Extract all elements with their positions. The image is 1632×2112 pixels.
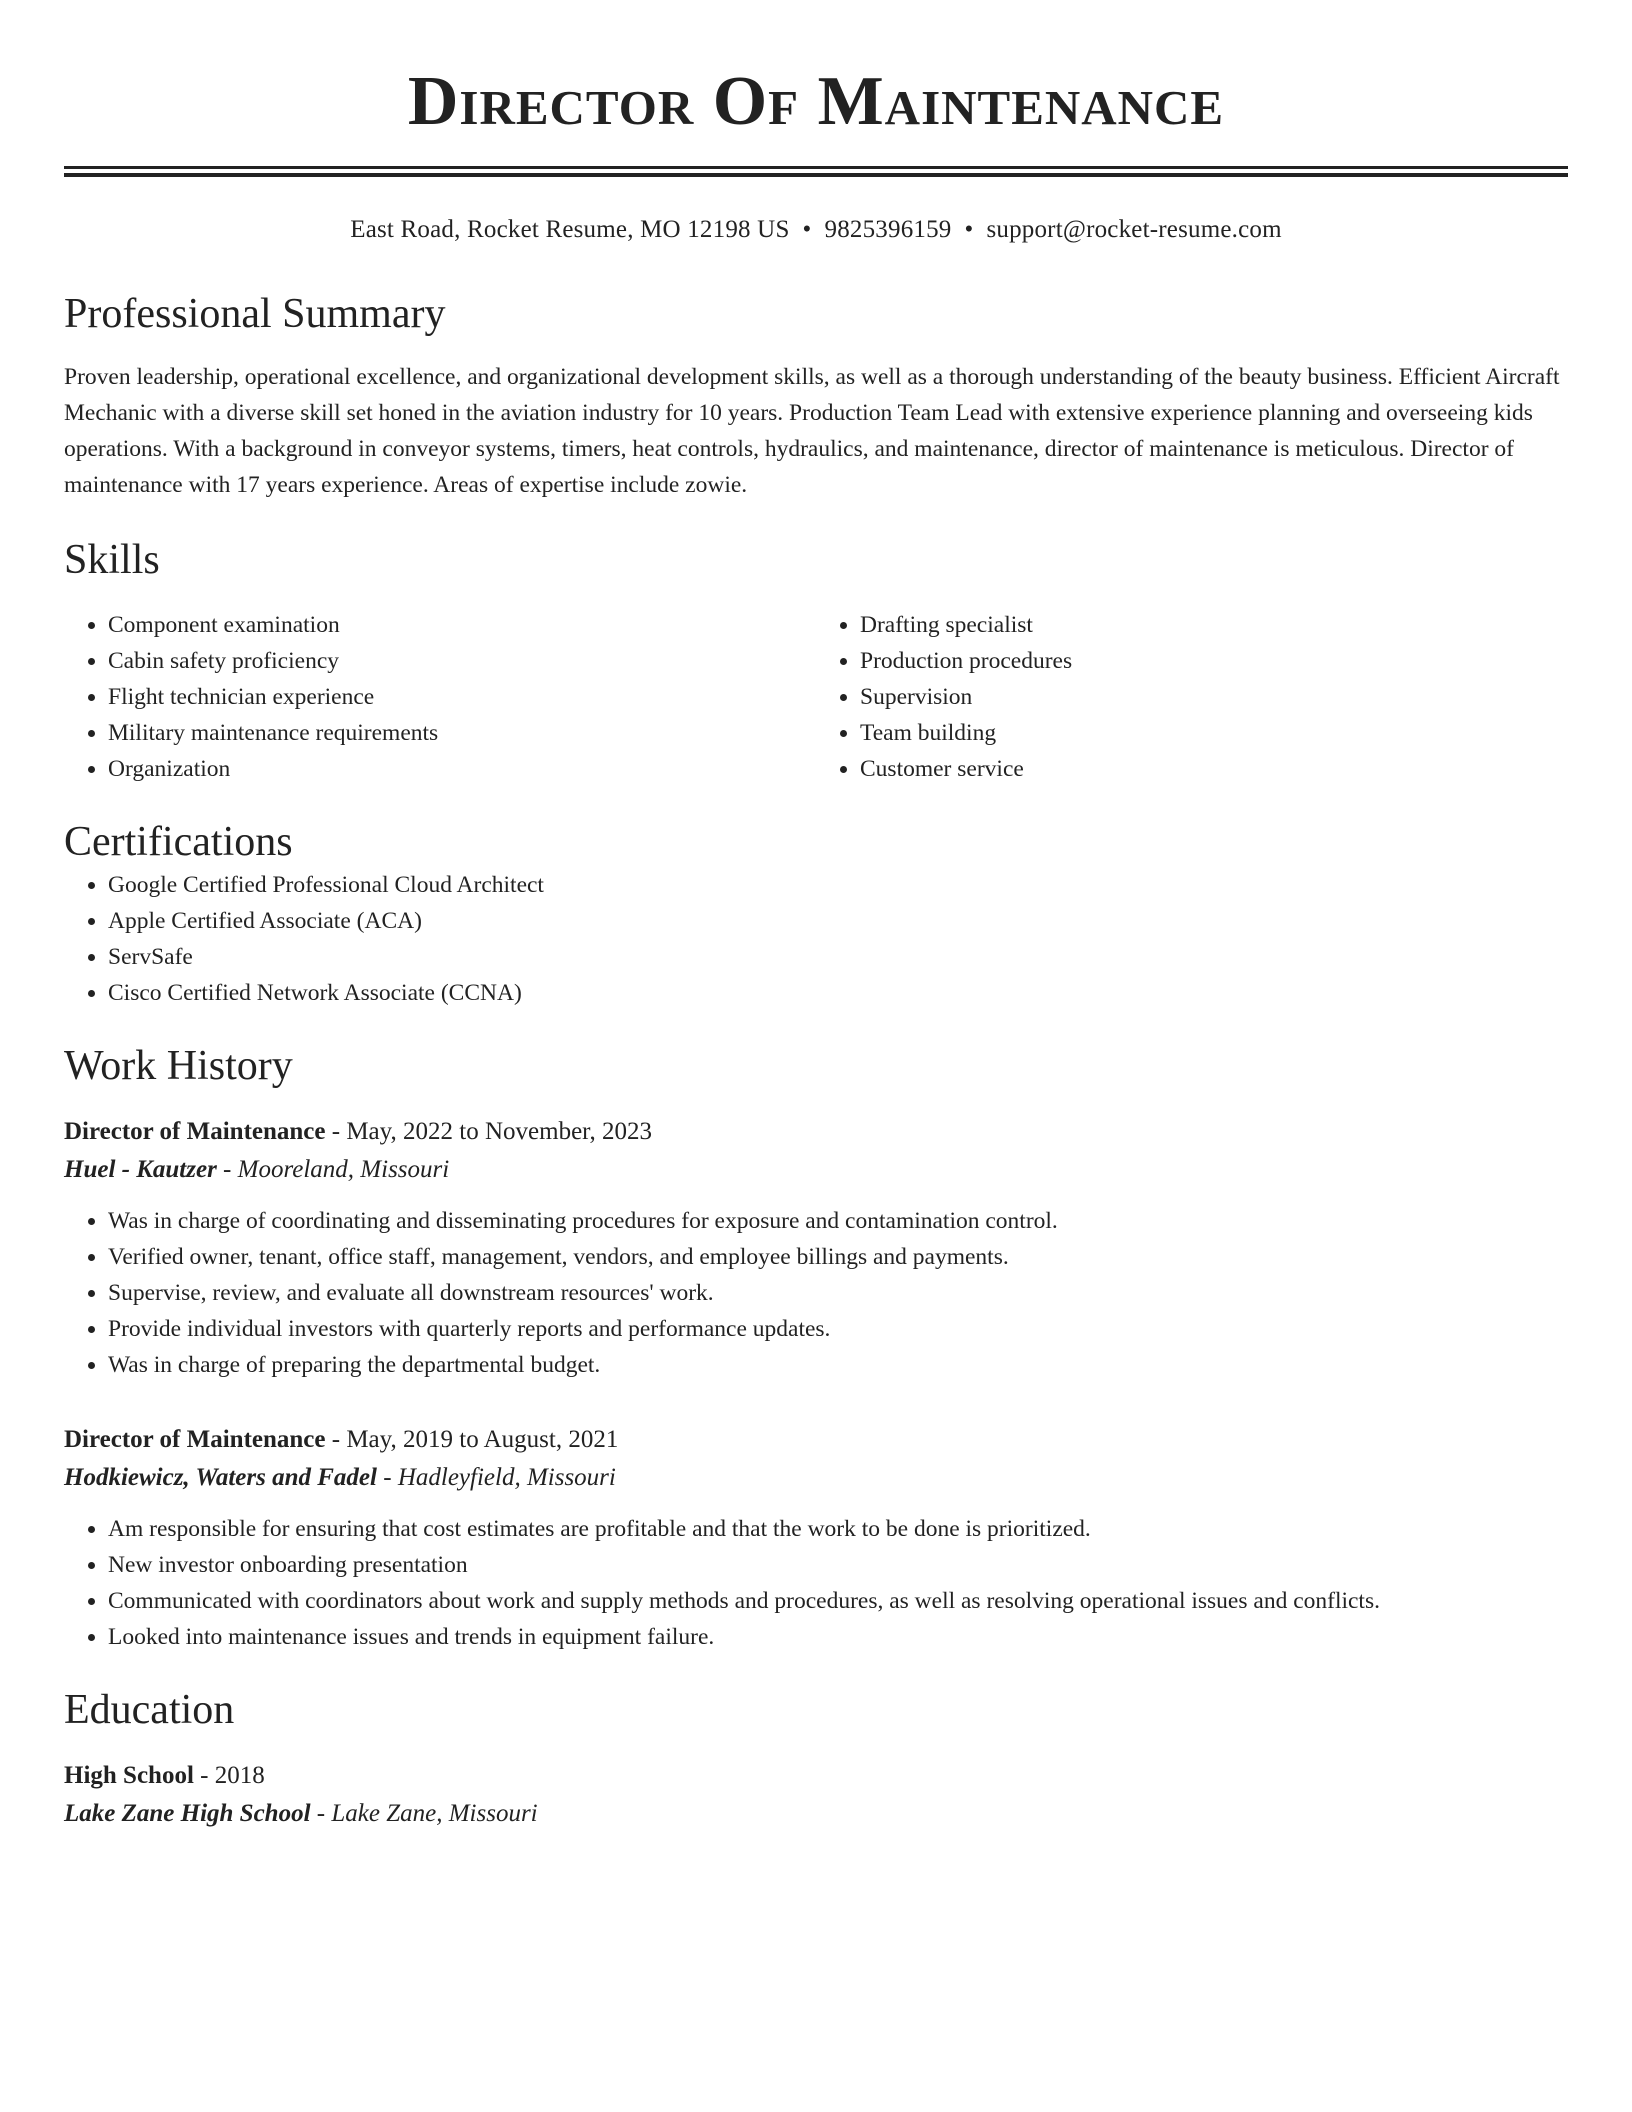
job-duty-item: • Communicated with coordinators about work and supply methods and procedures, as well as resolving operational issues and conflicts. [108,1583,1568,1619]
job-role: Director of Maintenance [64,1118,326,1145]
education-location: Lake Zane, Missouri [331,1800,538,1827]
skill-item: • Military maintenance requirements [108,715,816,751]
education-school: Lake Zane High School [64,1800,311,1827]
job-separator: - [376,1464,398,1491]
job-company: Huel - Kautzer [64,1156,217,1183]
job-title-line [64,1113,1568,1151]
skill-item: • Cabin safety proficiency [108,643,816,679]
job-duty-item: • Supervise, review, and evaluate all downstream resources' work. [108,1275,1568,1311]
contact-address: East Road, Rocket Resume, MO 12198 US [350,216,790,243]
skill-item: • Flight technician experience [108,679,816,715]
contact-email: support@rocket-resume.com [986,216,1282,243]
job-separator: - [325,1426,347,1453]
job-role: Director of Maintenance [64,1426,326,1453]
skill-item: • Production procedures [860,643,1568,679]
job-dates: May, 2019 to August, 2021 [346,1426,619,1453]
education-school-line [64,1795,1568,1833]
job-duty-item: • Am responsible for ensuring that cost estimates are profitable and that the work to be done is prioritized. [108,1511,1568,1547]
job-duty-item: • Provide individual investors with quarterly reports and performance updates. [108,1311,1568,1347]
contact-separator: • [802,216,812,243]
job-separator: - [325,1118,347,1145]
job-company-line [64,1459,1568,1497]
education-degree-line [64,1757,1568,1795]
education-year: 2018 [214,1762,265,1789]
job-entry [64,1113,1568,1383]
contact-separator: • [964,216,974,243]
certification-item: • Google Certified Professional Cloud Architect [108,867,1568,903]
job-duty-item: • Verified owner, tenant, office staff, management, vendors, and employee billings and payments. [108,1239,1568,1275]
job-duties-list [64,1511,1568,1655]
contact-line [64,213,1568,247]
section-title-certifications: Certifications [64,819,293,865]
section-title-work-history: Work History [64,1043,293,1089]
section-title-skills: Skills [64,537,160,583]
education-entry [64,1757,1568,1833]
skill-item: • Customer service [860,751,1568,787]
header-double-rule [64,166,1568,177]
job-duty-item: • Was in charge of coordinating and disseminating procedures for exposure and contamination control. [108,1203,1568,1239]
job-duty-item: • New investor onboarding presentation [108,1547,1568,1583]
job-company: Hodkiewicz, Waters and Fadel [64,1464,377,1491]
job-separator: - [216,1156,238,1183]
skill-item: • Component examination [108,607,816,643]
section-title-education: Education [64,1687,235,1733]
skill-item: • Supervision [860,679,1568,715]
job-duty-item: • Looked into maintenance issues and trends in equipment failure. [108,1619,1568,1655]
skill-item: • Drafting specialist [860,607,1568,643]
certifications-list [64,867,1568,1011]
education-separator: - [193,1762,215,1789]
section-title-summary: Professional Summary [64,291,446,337]
job-location: Mooreland, Missouri [237,1156,450,1183]
resume-name: Director Of Maintenance [407,63,1225,140]
education-separator: - [310,1800,332,1827]
skills-columns [64,607,1568,787]
summary-text: Proven leadership, operational excellence, and organizational development skills, as well as a thorough understanding of the beauty business. Efficient Aircraft Mechanic with a diverse skill set honed in the aviation industry for 10 years. Production Team Lead with extensive experience planning and overseeing kids operations. With a background in conveyor systems, timers, heat controls, hydraulics, and maintenance, director of maintenance is meticulous. Director of maintenance with 17 years experience. Areas of expertise include zowie. [64,364,1560,498]
contact-phone: 9825396159 [824,216,952,243]
job-entry [64,1421,1568,1655]
skills-list-left [64,607,816,787]
certification-item: • Apple Certified Associate (ACA) [108,903,1568,939]
skill-item: • Team building [860,715,1568,751]
certification-item: • Cisco Certified Network Associate (CCNA) [108,975,1568,1011]
job-dates: May, 2022 to November, 2023 [346,1118,652,1145]
job-duties-list [64,1203,1568,1383]
certification-item: • ServSafe [108,939,1568,975]
job-company-line [64,1151,1568,1189]
education-degree: High School [64,1762,194,1789]
job-title-line [64,1421,1568,1459]
skills-list-right [816,607,1568,787]
job-location: Hadleyfield, Missouri [397,1464,616,1491]
skill-item: • Organization [108,751,816,787]
job-duty-item: • Was in charge of preparing the departmental budget. [108,1347,1568,1383]
